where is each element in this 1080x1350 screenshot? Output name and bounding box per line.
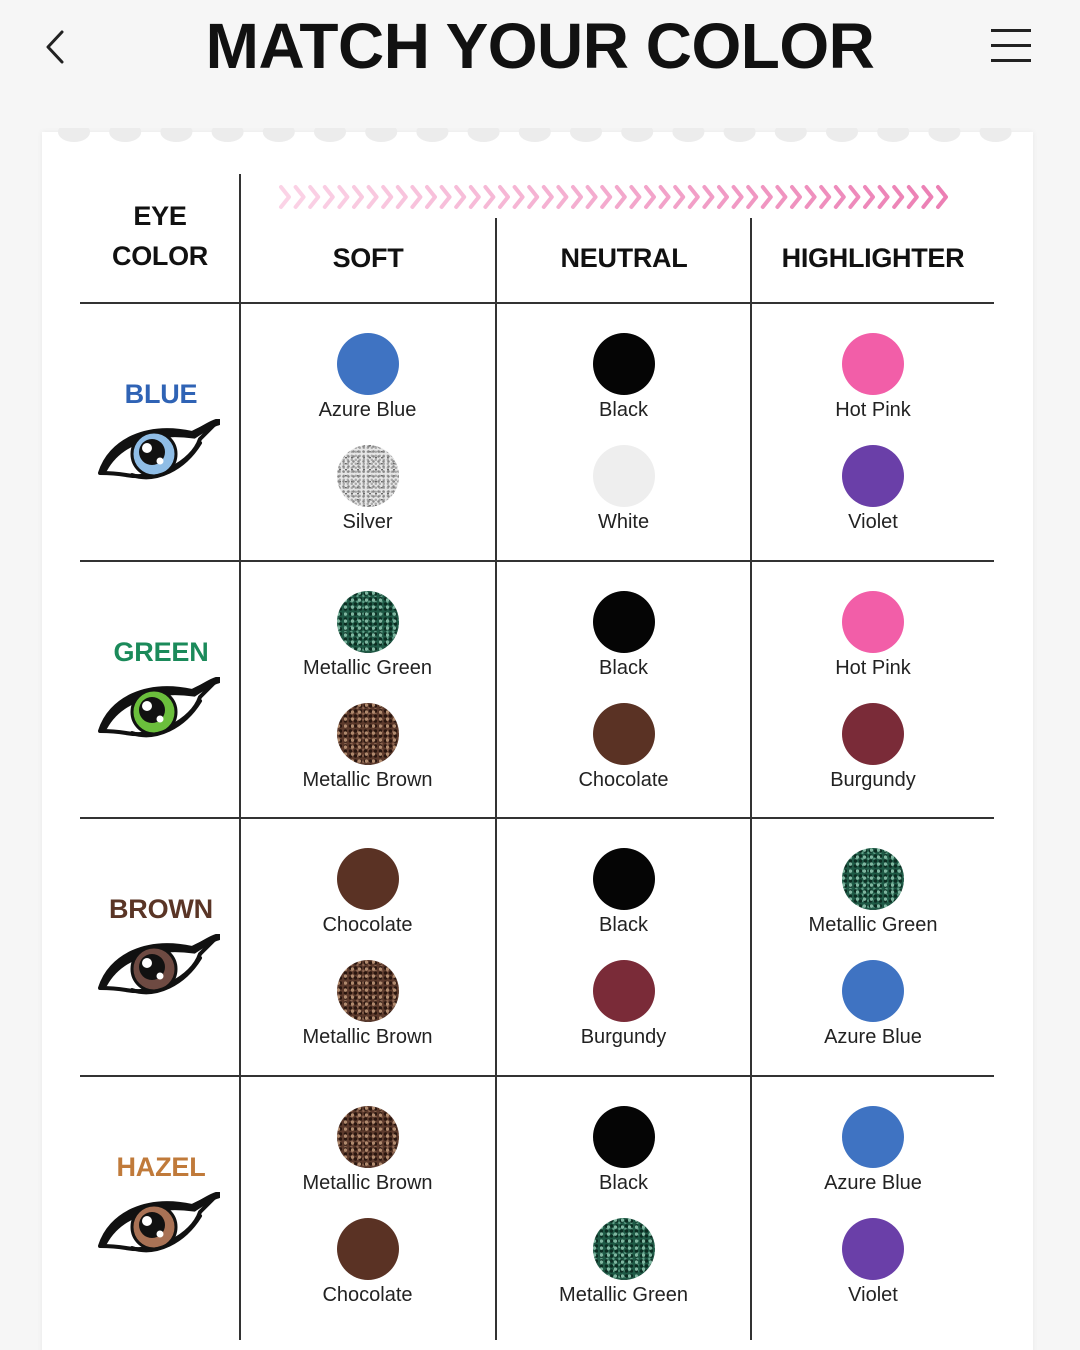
color-swatch-black xyxy=(593,591,655,653)
color-swatch-silver xyxy=(337,445,399,507)
color-swatch-metallic-green xyxy=(842,848,904,910)
top-bar xyxy=(0,0,1080,110)
color-swatch-label: Metallic Green xyxy=(303,657,432,679)
grid-horizontal-3 xyxy=(80,1075,994,1077)
chevron-left-icon xyxy=(36,24,76,70)
eye-icon xyxy=(96,677,220,747)
color-swatch-hot-pink xyxy=(842,333,904,395)
color-swatch-violet xyxy=(842,1218,904,1280)
color-chart-card xyxy=(42,132,1033,1350)
grid-horizontal-header xyxy=(80,302,994,304)
grid-vertical-2 xyxy=(495,218,497,1340)
color-swatch-metallic-brown xyxy=(337,1106,399,1168)
color-swatch-chocolate xyxy=(593,703,655,765)
eye-color-header xyxy=(80,198,240,274)
color-swatch-label: Chocolate xyxy=(578,769,669,791)
grid-horizontal-2 xyxy=(80,817,994,819)
grid-vertical-3 xyxy=(750,218,752,1340)
color-swatch-white xyxy=(593,445,655,507)
color-swatch-metallic-green xyxy=(337,591,399,653)
color-swatch-label: Black xyxy=(599,914,648,936)
color-swatch-label: Metallic Green xyxy=(559,1284,688,1306)
color-swatch-label: Silver xyxy=(342,511,393,533)
color-swatch-label: Azure Blue xyxy=(824,1026,922,1048)
scalloped-edge xyxy=(42,128,1033,148)
color-swatch-burgundy xyxy=(593,960,655,1022)
eye-color-label-hazel: HAZEL xyxy=(116,1152,206,1182)
back-button[interactable] xyxy=(36,24,76,70)
color-swatch-label: Hot Pink xyxy=(835,657,911,679)
menu-button[interactable] xyxy=(988,26,1034,66)
color-swatch-label: Violet xyxy=(848,511,898,533)
color-swatch-label: Chocolate xyxy=(322,1284,413,1306)
column-header-neutral: NEUTRAL xyxy=(560,243,688,273)
color-swatch-label: Azure Blue xyxy=(318,399,417,421)
column-header-highlighter: HIGHLIGHTER xyxy=(781,243,965,273)
eye-color-label-brown: BROWN xyxy=(109,894,213,924)
color-swatch-label: Chocolate xyxy=(322,914,413,936)
color-swatch-burgundy xyxy=(842,703,904,765)
color-swatch-label: Black xyxy=(599,1172,648,1194)
color-swatch-label: Burgundy xyxy=(580,1026,667,1048)
color-swatch-metallic-brown xyxy=(337,960,399,1022)
color-swatch-black xyxy=(593,333,655,395)
color-swatch-chocolate xyxy=(337,848,399,910)
column-header-soft: SOFT xyxy=(332,243,404,273)
color-swatch-label: Metallic Green xyxy=(808,914,938,936)
color-swatch-label: Black xyxy=(599,399,648,421)
hamburger-menu-icon xyxy=(991,29,1031,32)
color-swatch-label: White xyxy=(597,511,650,533)
color-swatch-hot-pink xyxy=(842,591,904,653)
color-swatch-chocolate xyxy=(337,1218,399,1280)
color-swatch-label: Metallic Brown xyxy=(302,1026,433,1048)
chevron-arrows-decoration xyxy=(267,184,967,210)
eye-color-label-blue: BLUE xyxy=(124,379,198,409)
color-swatch-metallic-green xyxy=(593,1218,655,1280)
color-swatch-azure-blue xyxy=(842,1106,904,1168)
color-swatch-azure-blue xyxy=(337,333,399,395)
color-swatch-black xyxy=(593,1106,655,1168)
eye-icon xyxy=(96,1192,220,1262)
color-swatch-label: Azure Blue xyxy=(824,1172,922,1194)
page-title: MATCH YOUR COLOR xyxy=(205,10,875,82)
color-swatch-black xyxy=(593,848,655,910)
color-swatch-label: Hot Pink xyxy=(835,399,911,421)
color-swatch-label: Metallic Brown xyxy=(302,1172,433,1194)
color-swatch-label: Black xyxy=(599,657,648,679)
color-swatch-azure-blue xyxy=(842,960,904,1022)
grid-horizontal-1 xyxy=(80,560,994,562)
eye-color-label-green: GREEN xyxy=(113,637,209,667)
color-swatch-label: Metallic Brown xyxy=(302,769,433,791)
eye-color-header-line1: EYE xyxy=(133,201,187,231)
color-swatch-label: Violet xyxy=(848,1284,898,1306)
color-swatch-metallic-brown xyxy=(337,703,399,765)
eye-icon xyxy=(96,934,220,1004)
color-swatch-violet xyxy=(842,445,904,507)
eye-color-header-line2: COLOR xyxy=(112,241,208,271)
color-swatch-label: Burgundy xyxy=(830,769,916,791)
eye-icon xyxy=(96,419,220,489)
